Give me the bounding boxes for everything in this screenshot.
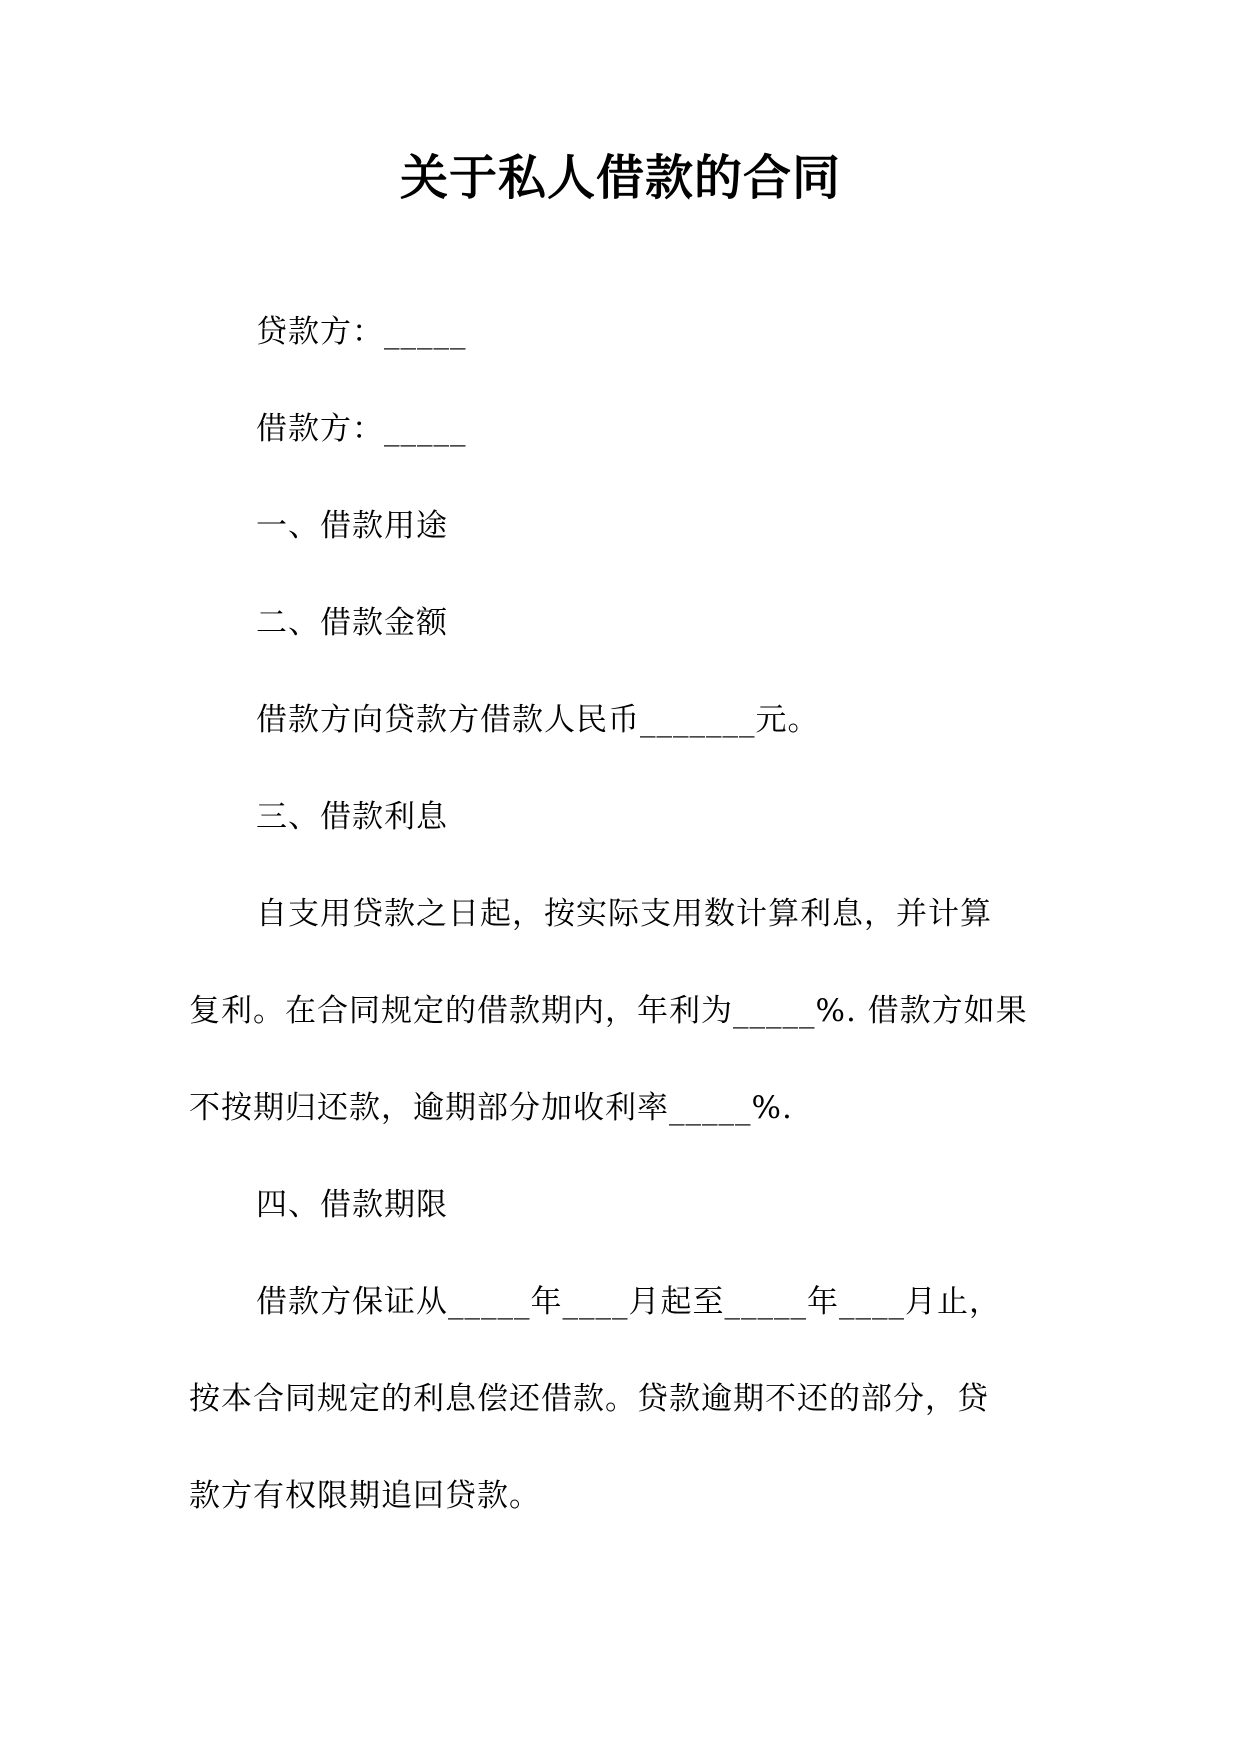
borrower-field: 借款方：_____	[256, 411, 467, 447]
section-heading-amount: 二、借款金额	[256, 605, 448, 641]
section-heading-purpose: 一、借款用途	[256, 508, 448, 544]
section-heading-term: 四、借款期限	[256, 1187, 448, 1223]
page-title: 关于私人借款的合同	[399, 150, 841, 206]
term-paragraph-line-3: 款方有权限期追回贷款。	[189, 1478, 541, 1514]
amount-paragraph: 借款方向贷款方借款人民币_______元。	[256, 702, 820, 738]
interest-paragraph-line-1: 自支用贷款之日起，按实际支用数计算利息，并计算	[256, 896, 992, 932]
term-paragraph-line-1: 借款方保证从_____年____月起至_____年____月止，	[256, 1284, 1001, 1320]
interest-paragraph-line-2: 复利。在合同规定的借款期内，年利为_____%. 借款方如果	[189, 993, 1028, 1029]
term-paragraph-line-2: 按本合同规定的利息偿还借款。贷款逾期不还的部分，贷	[189, 1381, 989, 1417]
interest-paragraph-line-3: 不按期归还款，逾期部分加收利率_____%.	[189, 1090, 793, 1126]
section-heading-interest: 三、借款利息	[256, 799, 448, 835]
lender-field: 贷款方：_____	[256, 314, 467, 350]
